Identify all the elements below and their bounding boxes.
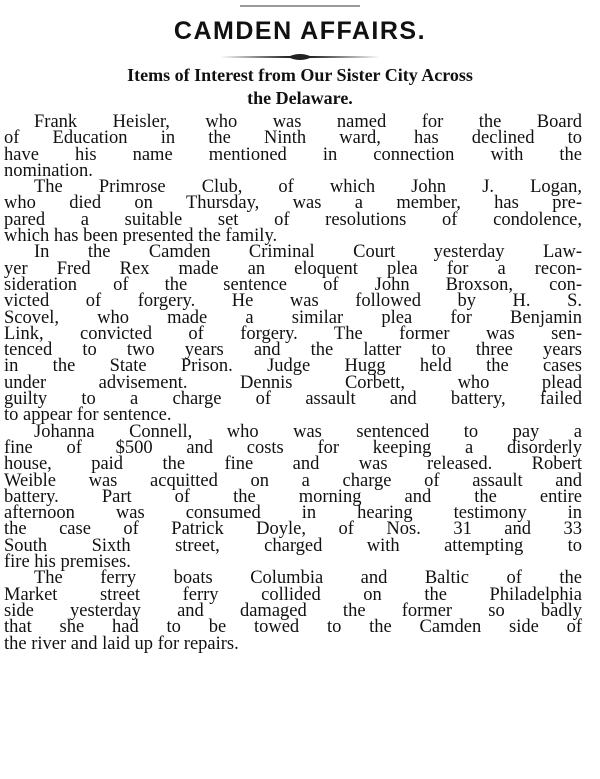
article-body <box>4 114 582 652</box>
article-headline: CAMDEN AFFAIRS. <box>173 17 427 45</box>
text-line: Johanna Connell, who was sentenced to pay a <box>34 421 582 442</box>
text-line: Scovel, who made a similar plea for Benjamin <box>4 307 582 328</box>
paragraph-primrose-club <box>4 177 582 247</box>
text-line: the case of Patrick Doyle, of Nos. 31 and 33 <box>4 519 582 540</box>
paragraph-connell <box>4 421 582 573</box>
paragraph-criminal-court <box>4 242 582 426</box>
text-line: side yesterday and damaged the former so badly <box>4 600 582 621</box>
paragraph-ferry-boats <box>4 568 582 654</box>
top-rule-ornament <box>240 3 360 9</box>
text-line: sideration of the sentence of John Broxson, con- <box>4 274 582 295</box>
text-line: house, paid the fine and was released. Robert <box>4 454 582 475</box>
headline-divider-ornament <box>220 52 380 62</box>
subhead-line: the Delaware. <box>247 88 353 108</box>
text-line: Market street ferry collided on the Philadelphia <box>4 584 582 605</box>
text-line: Link, convicted of forgery. The former was sen- <box>4 323 582 344</box>
text-line: In the Camden Criminal Court yesterday Law- <box>34 242 582 263</box>
text-line: of Education in the Ninth ward, has declined to <box>4 128 582 149</box>
text-line: Frank Heisler, who was named for the Board <box>34 112 582 132</box>
text-line: tenced to two years and the latter to three years <box>4 340 582 361</box>
text-line: pared a suitable set of resolutions of condolence, <box>4 209 582 230</box>
text-line: which has been presented the family. <box>4 226 278 247</box>
text-line: that she had to be towed to the Camden side of <box>4 617 582 638</box>
text-line: battery. Part of the morning and the entire <box>4 486 582 507</box>
text-line: Weible was acquitted on a charge of assault and <box>4 470 582 491</box>
text-line: who died on Thursday, was a member, has pre- <box>4 193 582 214</box>
text-line: South Sixth street, charged with attempting to <box>4 535 582 556</box>
text-line: fine of $500 and costs for keeping a disorderly <box>4 437 582 458</box>
text-line: afternoon was consumed in hearing testimony in <box>4 503 582 524</box>
text-line: The Primrose Club, of which John J. Logan, <box>34 177 582 198</box>
text-line: the river and laid up for repairs. <box>4 633 239 654</box>
text-line: under advisement. Dennis Corbett, who plead <box>4 372 582 393</box>
text-line: victed of forgery. He was followed by H. S. <box>4 291 582 312</box>
text-line: nomination. <box>4 160 93 181</box>
text-line: yer Fred Rex made an eloquent plea for a recon- <box>4 258 582 279</box>
text-line: fire his premises. <box>4 552 131 573</box>
text-line: guilty to a charge of assault and battery, failed <box>4 389 582 410</box>
subhead-line: Items of Interest from Our Sister City Across <box>127 65 473 85</box>
text-line: The ferry boats Columbia and Baltic of the <box>34 568 582 589</box>
text-line: in the State Prison. Judge Hugg held the cases <box>4 356 582 377</box>
text-line: to appear for sentence. <box>4 405 172 426</box>
article-subhead <box>0 64 600 110</box>
paragraph-heisler <box>4 114 582 179</box>
text-line: have his name mentioned in connection with the <box>4 144 582 165</box>
